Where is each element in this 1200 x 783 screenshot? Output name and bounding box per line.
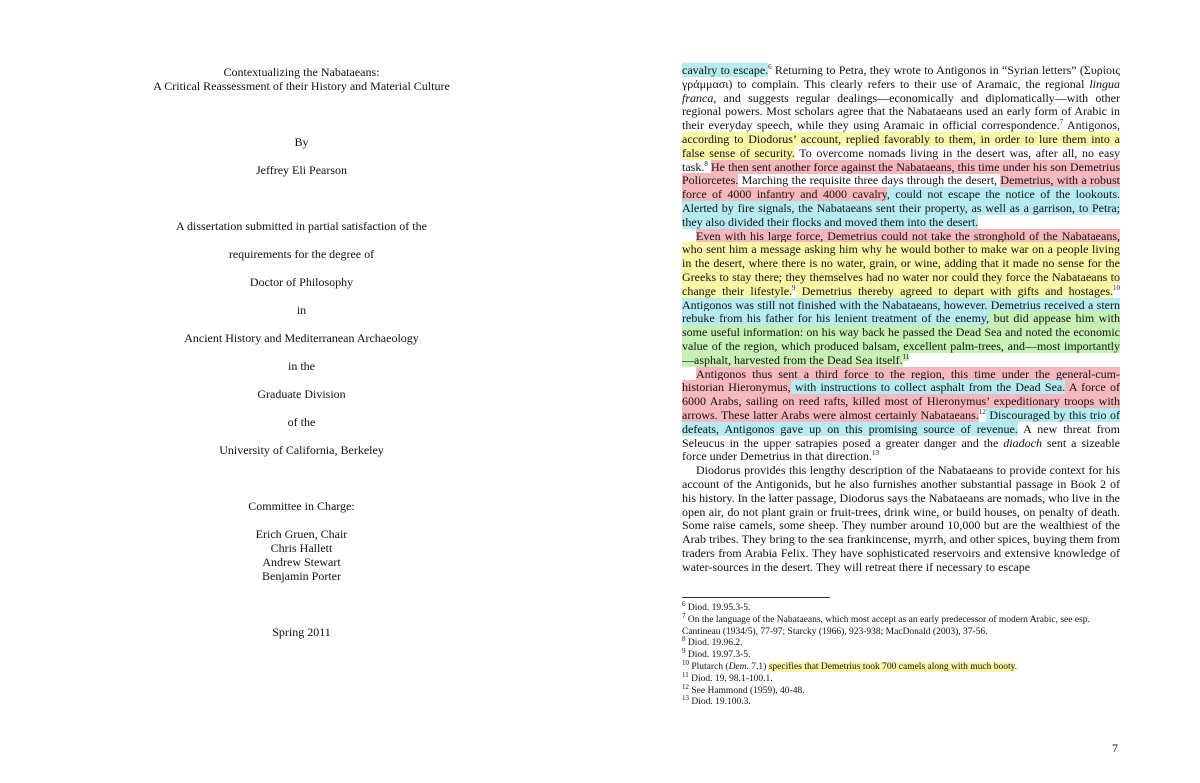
footnote-ref[interactable]: 13: [871, 449, 879, 458]
of-the-label: of the: [287, 415, 316, 429]
footnote-10: [682, 658, 1122, 674]
highlight-yellow: who sent him a message asking him why he would bother to make war on a people living in the desert, where there is no water, grain, or wine, adding that it made no sense for the Greeks to stay there; they themselves had no water nor could they force the Nabataeans to change their lifestyle.: [682, 242, 1120, 298]
highlight-cyan: Discouraged by this trio of defeats, Antigonos gave up on this promising source of revenue.: [682, 407, 1120, 436]
footnote-number: 11: [682, 670, 689, 679]
dissertation-title: [60, 65, 543, 93]
footnote-ref[interactable]: 9: [792, 283, 796, 292]
text-span: A new threat from Seleucus in the upper satrapies posed a greater danger and the: [682, 421, 1120, 450]
paragraph-2: [682, 230, 1120, 368]
field-of-study: Ancient History and Mediterranean Archaeology: [184, 331, 419, 345]
committee-member: Benjamin Porter: [262, 569, 341, 583]
italic-text: Dem.: [728, 661, 749, 672]
committee-list: [60, 527, 543, 583]
university: University of California, Berkeley: [219, 443, 384, 457]
body-text: [682, 64, 1120, 574]
footnote-number: 6: [682, 599, 686, 608]
committee-member: Andrew Stewart: [262, 555, 341, 569]
footnote-13: [682, 694, 1122, 709]
highlight-pink: Demetrius, with a robust force of 4000 infantry and 4000 cavalry: [682, 173, 1120, 202]
degree: Doctor of Philosophy: [249, 275, 354, 289]
highlight-yellow: specifies that Demetrius took 700 camels along with much booty: [768, 661, 1015, 672]
title-line-1: Contextualizing the Nabataeans:: [223, 65, 380, 79]
footnotes: [682, 599, 1122, 709]
text-span: Antigonos,: [1063, 118, 1121, 133]
highlight-pink: Even with his large force, Demetrius could not take the stronghold of the Nabataeans,: [696, 228, 1120, 243]
footnote-number: 7: [682, 611, 686, 620]
footnote-text: 7.1): [748, 661, 769, 672]
text-span: sent a sizeable force under Demetrius in that direction.: [682, 435, 1120, 464]
text-span: , and suggests regular dealings—economically and diplomatically—with other regional powers. Most scholars agree that the Nabataeans used an early form of Arabic in their everyday speech, while they using Aramaic in official correspondence.: [682, 90, 1120, 133]
highlight-yellow: according to Diodorus’ account, replied favorably to them, in order to lure them into a false sense of security.: [682, 131, 1120, 160]
italic-text: lingua franca: [682, 76, 1120, 105]
highlight-pink: A force of 6000 Arabs, sailing on reed rafts, killed most of Hieronymus’ expeditionary troops with arrows. These latter Arabs were almost certainly Nabataeans.: [682, 380, 1121, 422]
paragraph-1: [682, 64, 1120, 230]
committee-heading: Committee in Charge:: [248, 499, 355, 513]
title-line-2: A Critical Reassessment of their History and Material Culture: [153, 79, 450, 93]
footnote-number: 9: [682, 647, 686, 656]
footnote-8: [682, 635, 1122, 650]
footnote-number: 10: [682, 658, 689, 667]
committee-member: Erich Gruen, Chair: [255, 527, 348, 541]
footnote-ref[interactable]: 10: [1113, 283, 1120, 292]
highlight-cyan: with instructions to collect asphalt from the Dead Sea.: [790, 380, 1066, 395]
paragraph-3: [682, 368, 1120, 465]
footnote-11: [682, 670, 1122, 686]
highlight-cyan: cavalry to escape.: [682, 63, 769, 77]
footnote-ref[interactable]: 7: [1059, 118, 1064, 127]
in-label: in: [296, 303, 307, 317]
footnote-text: Diod. 19. 98.1-100.1.: [688, 673, 773, 684]
highlight-pink: Antigonos thus sent a third force to the region, this time under the general-cum-historian Hieronymus,: [682, 366, 1120, 395]
highlight-yellow: Demetrius thereby agreed to depart with gifts and hostages.: [795, 283, 1113, 298]
in-the-label: in the: [288, 359, 315, 373]
footnote-number: 13: [682, 694, 689, 703]
text-span: Marching the requisite three days through the desert,: [738, 173, 1001, 188]
footnote-7: [682, 611, 1122, 639]
highlight-cyan: Antigonos was still not finished with the Nabataeans, however. Demetrius received a stern rebuke from his father for his lenient treatment of the enemy,: [682, 297, 1120, 326]
footnote-ref[interactable]: 8: [704, 159, 708, 168]
footnote-6: [682, 599, 1122, 615]
author-name: Jeffrey Eli Pearson: [255, 163, 348, 177]
footnote-number: 12: [682, 682, 689, 691]
division: Graduate Division: [257, 387, 346, 401]
footnote-divider: [682, 597, 830, 598]
footnote-text: On the language of the Nabataeans, which most accept as an early predecessor of modern Arabic, see esp. Cantineau (1934/5), 77-97; Starcky (1966), 923-938; MacDonald (2003), 37-56.: [682, 614, 1090, 637]
footnote-text: See Hammond (1959), 40-48.: [689, 685, 805, 696]
footnote-text: Diod. 19.97.3-5.: [685, 650, 751, 661]
footnote-9: [682, 647, 1122, 662]
footnote-ref[interactable]: 6: [768, 63, 772, 71]
footnote-text: Diod. 19.100.3.: [689, 697, 751, 708]
text-span: Returning to Petra, they wrote to Antigonos in “Syrian letters” (Συρίοις γράμμασι) to complain. This clearly refers to their use of Aramaic, the regional: [682, 63, 1120, 91]
italic-text: diadoch: [1003, 435, 1042, 450]
by-label: By: [294, 135, 309, 149]
footnote-ref[interactable]: 11: [902, 352, 910, 361]
footnote-text: .: [1014, 661, 1018, 672]
paragraph-4: Diodorus provides this lengthy description of the Nabataeans to provide context for his account of the Antigonids, but he also furnishes another substantial passage in Book 2 of his history. In the latter passage, Diodorus says the Nabataeans are nomads, who live in the open air, do not plant grain or fruit-trees, drink wine, or build houses, on penalty of death. Some raise camels, some sheep. They number around 10,000 but are the wealthiest of the Arab tribes. They bring to the sea frankincense, myrrh, and other spices, buying them from traders from Arabia Felix. They have sophisticated reservoirs and extensive knowledge of water-sources in the desert. They will retreat there if necessary to escape: [682, 463, 1120, 574]
footnote-text: Diod. 19.95.3-5.: [685, 603, 751, 613]
highlight-cyan: , could not escape the notice of the lookouts. Alerted by fire signals, the Nabataeans sent their property, as well as a garrison, to Petra; they also divided their flocks and moved them into the desert.: [682, 187, 1120, 229]
page-number: 7: [1112, 741, 1118, 755]
footnote-number: 8: [682, 635, 686, 644]
footnote-text: Plutarch (: [689, 661, 729, 672]
text-page: [600, 0, 1200, 783]
date: Spring 2011: [272, 625, 331, 639]
committee-member: Chris Hallett: [270, 541, 333, 555]
submission-line-1: A dissertation submitted in partial satisfaction of the: [176, 219, 427, 233]
footnote-text: Diod. 19.96.2.: [685, 638, 743, 649]
text-span: To overcome nomads living in the desert was, after all, no easy task.: [682, 145, 1120, 174]
footnote-ref[interactable]: 12: [978, 407, 986, 416]
highlight-pink: He then sent another force against the Nabataeans, this time under his son Demetrius Poliorcetes.: [682, 159, 1120, 188]
highlight-green: but did appease him with some useful information: on his way back he passed the Dead Sea and noted the economic value of the region, which produced balsam, excellent palm-trees, and—most importantly—asphalt, harvested from the Dead Sea itself.: [682, 311, 1120, 367]
footnote-12: [682, 682, 1122, 698]
submission-line-2: requirements for the degree of: [228, 247, 375, 261]
